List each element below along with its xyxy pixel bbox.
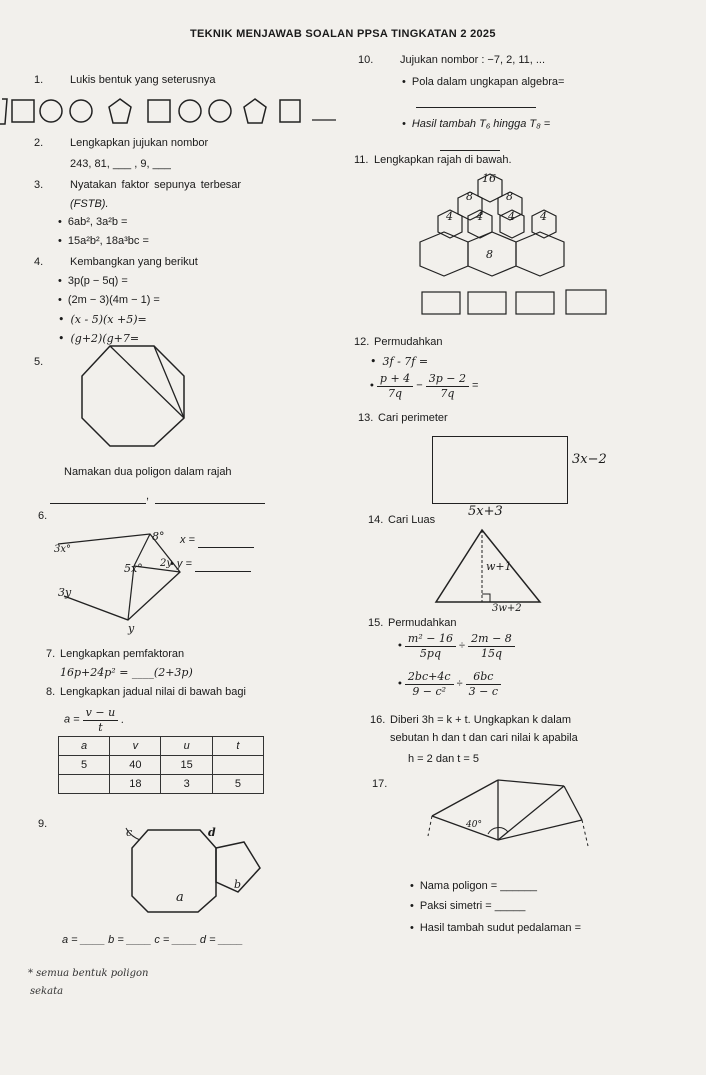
q3-item-a: • 6ab², 3a²b = bbox=[58, 216, 127, 230]
q5-octagon-diagram bbox=[78, 340, 198, 450]
q3-number: 3. bbox=[34, 179, 44, 191]
q1-number: 1. bbox=[34, 74, 44, 86]
q7-expression: 16p+24p² = ____(2+3p) bbox=[60, 666, 193, 679]
q14-height-label: w+1 bbox=[486, 560, 512, 573]
q10-answer-line bbox=[416, 94, 536, 108]
q8-cell bbox=[212, 756, 263, 775]
q17-fan-diagram bbox=[428, 776, 598, 876]
note-line-2: sekata bbox=[30, 986, 64, 997]
q3-text: Nyatakan faktor sepunya terbesar bbox=[70, 179, 242, 191]
q8-cell: 18 bbox=[110, 775, 161, 794]
q8-header-t: t bbox=[212, 737, 263, 756]
q10-item-b: • Hasil tambah T₆ hingga T₈ = bbox=[402, 118, 550, 132]
q9-label-d: d bbox=[208, 826, 216, 839]
q6-angle-b: 3x° bbox=[54, 544, 72, 555]
q13-bottom-label: 5x+3 bbox=[468, 504, 503, 519]
q11-r3-a: 4 bbox=[446, 210, 453, 223]
q10-answer-line-2 bbox=[440, 137, 500, 151]
q8-cell: 5 bbox=[59, 756, 110, 775]
q1-text: Lukis bentuk yang seterusnya bbox=[70, 74, 216, 86]
q6-angle-diagram bbox=[50, 518, 200, 638]
q13-rectangle bbox=[432, 436, 568, 504]
q12-number: 12. bbox=[354, 336, 370, 348]
q3-item-b: • 15a²b², 18a³bc = bbox=[58, 235, 149, 249]
q11-r3-c: 4 bbox=[508, 210, 515, 223]
q11-r2-a: 8 bbox=[466, 190, 473, 203]
q17-item-b: • Paksi simetri = _____ bbox=[410, 900, 525, 914]
q14-text: Cari Luas bbox=[388, 514, 436, 526]
q8-formula: a = $\frac{v - u}{t}$ . bbox=[64, 706, 125, 734]
q17-item-a: • Nama poligon = ______ bbox=[410, 880, 537, 894]
q6-y-answer: • y = bbox=[170, 558, 251, 572]
q15-item-b: • $\frac{2bc+4c}{\text{9 − c²}}$ ÷ $\frac{6bc}{3 - c}$ bbox=[398, 670, 501, 699]
q9-number: 9. bbox=[38, 818, 48, 830]
q9-answers: a = ____ b = ____ c = ____ d = ____ bbox=[62, 934, 244, 946]
q4-number: 4. bbox=[34, 256, 44, 268]
q11-r2-b: 8 bbox=[506, 190, 513, 203]
q10-text: Jujukan nombor : −7, 2, 11, ... bbox=[400, 54, 546, 66]
q6-angle-d: 2y bbox=[160, 558, 173, 569]
q8-cell bbox=[59, 775, 110, 794]
q17-angle: 40° bbox=[466, 820, 482, 830]
q15-text: Permudahkan bbox=[388, 617, 457, 629]
q5-answer-lines: , bbox=[50, 490, 265, 504]
q16-number: 16. bbox=[370, 714, 386, 726]
q5-text: Namakan dua poligon dalam rajah bbox=[64, 466, 232, 478]
q10-item-a: • Pola dalam ungkapan algebra= bbox=[402, 76, 564, 90]
q4-text: Kembangkan yang berikut bbox=[70, 256, 198, 268]
q17-number: 17. bbox=[372, 778, 388, 790]
q6-x-answer: x = bbox=[180, 534, 254, 548]
q8-text: Lengkapkan jadual nilai di bawah bagi bbox=[60, 686, 246, 698]
q9-label-b: b bbox=[234, 878, 242, 891]
q6-angle-f: y bbox=[128, 622, 135, 635]
note-line-1: * semua bentuk poligon bbox=[28, 968, 149, 979]
q9-polygon-diagram bbox=[112, 818, 272, 918]
q7-number: 7. bbox=[46, 648, 56, 660]
q2-text: Lengkapkan jujukan nombor bbox=[70, 137, 209, 149]
q8-header-u: u bbox=[161, 737, 212, 756]
q13-text: Cari perimeter bbox=[378, 412, 448, 424]
q15-item-a: • $\frac{\text{m² − 16}}{5pq}$ ÷ $\frac{2m - 8}{15q}$ bbox=[398, 632, 515, 661]
page-title: TEKNIK MENJAWAB SOALAN PPSA TINGKATAN 2 2025 bbox=[190, 28, 496, 40]
q6-angle-c: 5x° bbox=[124, 562, 143, 575]
q8-cell: 40 bbox=[110, 756, 161, 775]
q12-text: Permudahkan bbox=[374, 336, 443, 348]
q2-number: 2. bbox=[34, 137, 44, 149]
q11-top: 16 bbox=[482, 172, 496, 185]
q4-item-a: • 3p(p − 5q) = bbox=[58, 275, 128, 289]
q6-angle-e: 3y bbox=[58, 586, 72, 599]
q1-shape-sequence bbox=[0, 96, 340, 126]
q8-number: 8. bbox=[46, 686, 56, 698]
q9-label-a: a bbox=[176, 890, 184, 905]
q17-item-c: • Hasil tambah sudut pedalaman = bbox=[410, 922, 581, 936]
q16-line-2: sebutan h dan t dan cari nilai k apabila bbox=[390, 732, 578, 744]
q9-label-c: c bbox=[126, 826, 133, 839]
q8-header-v: v bbox=[110, 737, 161, 756]
q6-angle-a: 8° bbox=[152, 530, 165, 543]
q4-item-c: • (x - 5)(x +5)= bbox=[58, 313, 147, 327]
q3-subtext: (FSTB). bbox=[70, 198, 109, 210]
q13-number: 13. bbox=[358, 412, 374, 424]
q13-side-label: 3x−2 bbox=[572, 452, 607, 467]
q15-number: 15. bbox=[368, 617, 384, 629]
q10-number: 10. bbox=[358, 54, 374, 66]
q11-number: 11. bbox=[354, 154, 369, 166]
q16-line-1: Diberi 3h = k + t. Ungkapkan k dalam bbox=[390, 714, 571, 726]
q11-text: Lengkapkan rajah di bawah. bbox=[374, 154, 512, 166]
q7-text: Lengkapkan pemfaktoran bbox=[60, 648, 185, 660]
q14-number: 14. bbox=[368, 514, 384, 526]
q4-item-b: • (2m − 3)(4m − 1) = bbox=[58, 294, 160, 308]
q2-sequence: 243, 81, ___ , 9, ___ bbox=[70, 158, 171, 170]
q11-hexagon-pyramid bbox=[420, 170, 620, 320]
q8-cell: 5 bbox=[212, 775, 263, 794]
q8-header-a: a bbox=[59, 737, 110, 756]
q14-base-label: 3w+2 bbox=[492, 603, 522, 614]
q8-cell: 15 bbox=[161, 756, 212, 775]
q11-r3-b: 4 bbox=[476, 210, 483, 223]
q12-item-b: • $\frac{p + 4}{7q}$ − $\frac{3p - 2}{7q}$ = bbox=[370, 372, 479, 400]
q16-line-3: h = 2 dan t = 5 bbox=[408, 753, 479, 765]
q11-r3-d: 4 bbox=[540, 210, 547, 223]
q8-cell: 3 bbox=[161, 775, 212, 794]
q4-item-d: • (g+2)(g+7= bbox=[58, 332, 139, 346]
q11-r4: 8 bbox=[486, 248, 493, 261]
q8-value-table bbox=[58, 736, 264, 794]
q5-number: 5. bbox=[34, 356, 44, 368]
q12-item-a: • 3f - 7f = bbox=[370, 355, 428, 369]
q6-number: 6. bbox=[38, 510, 48, 522]
